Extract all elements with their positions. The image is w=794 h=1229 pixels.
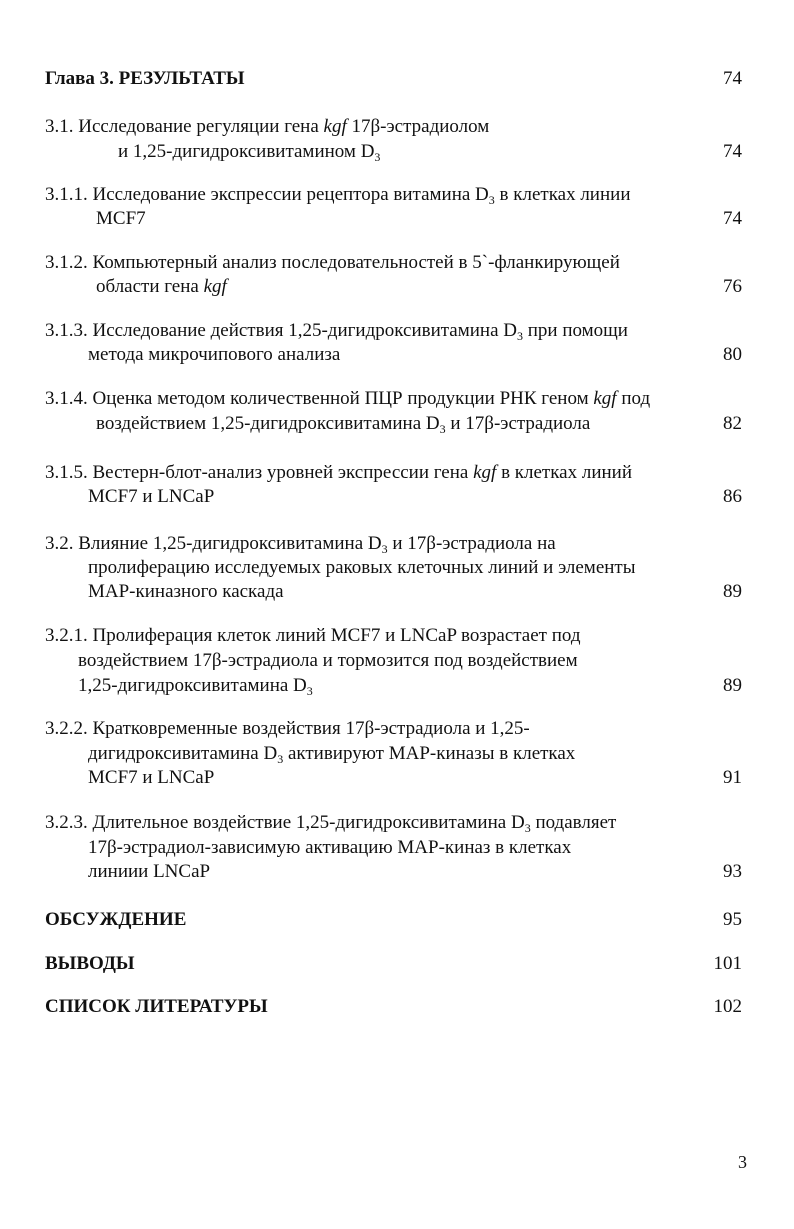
toc-entry-3-1-5-line2: MCF7 и LNCaP: [88, 486, 215, 507]
toc-entry-3-1-page: 74: [723, 141, 742, 162]
toc-entry-3-1-line1: 3.1. Исследование регуляции гена kgf 17β-эстрадиолом: [45, 116, 490, 137]
toc-entry-3-1-4-line2: воздействием 1,25-дигидроксивитамина $D_3$ и 17β-эстрадиола: [96, 413, 591, 436]
toc-entry-3-2-1-line1: 3.2.1. Пролиферация клеток линий MCF7 и LNCaP возрастает под: [45, 625, 581, 646]
toc-conclusions-title: ВЫВОДЫ: [45, 953, 135, 974]
toc-entry-3-1-line2: и 1,25-дигидроксивитамином $D_3$: [118, 141, 381, 164]
toc-entry-3-1-3-line1: 3.1.3. Исследование действия 1,25-дигидроксивитамина $D_3$ при помощи: [45, 320, 628, 343]
toc-entry-3-1-2-line1: 3.1.2. Компьютерный анализ последовательностей в 5`-фланкирующей: [45, 252, 620, 273]
toc-entry-3-2-3-page: 93: [723, 861, 742, 882]
toc-discussion-title: ОБСУЖДЕНИЕ: [45, 909, 187, 930]
toc-entry-3-1-1-line2: MCF7: [96, 208, 146, 229]
toc-entry-3-2-2-line2: дигидроксивитамина $D_3$ активируют МАР-киназы в клетках: [88, 743, 576, 766]
toc-entry-3-1-2-line2: области гена kgf: [96, 276, 227, 297]
toc-entry-3-2-3-line2: 17β-эстрадиол-зависимую активацию МАР-киназ в клетках: [88, 837, 572, 858]
toc-entry-3-2-3-line3: линиии LNCaP: [88, 861, 211, 882]
toc-entry-3-2-2-line3: MCF7 и LNCaP: [88, 767, 215, 788]
toc-entry-3-1-4-page: 82: [723, 413, 742, 434]
toc-entry-3-1-5-line1: 3.1.5. Вестерн-блот-анализ уровней экспрессии гена kgf в клетках линий: [45, 462, 633, 483]
toc-entry-3-2-line2: пролиферацию исследуемых раковых клеточных линий и элементы: [88, 557, 636, 578]
toc-entry-3-1-3-page: 80: [723, 344, 742, 365]
toc-entry-3-2-line3: МАР-киназного каскада: [88, 581, 284, 602]
toc-chapter-3-page: 74: [723, 68, 742, 89]
toc-entry-3-2-1-line2: воздействием 17β-эстрадиола и тормозится под воздействием: [78, 650, 578, 671]
toc-entry-3-2-1-page: 89: [723, 675, 742, 696]
toc-entry-3-1-5-page: 86: [723, 486, 742, 507]
toc-references-title: СПИСОК ЛИТЕРАТУРЫ: [45, 996, 268, 1017]
toc-entry-3-2-page: 89: [723, 581, 742, 602]
page-number: 3: [738, 1152, 747, 1172]
toc-discussion-page: 95: [723, 909, 742, 930]
toc-entry-3-2-2-page: 91: [723, 767, 742, 788]
toc-entry-3-1-1-page: 74: [723, 208, 742, 229]
toc-entry-3-2-2-line1: 3.2.2. Кратковременные воздействия 17β-эстрадиола и 1,25-: [45, 718, 530, 739]
toc-chapter-3-title: Глава 3. РЕЗУЛЬТАТЫ: [45, 68, 245, 89]
toc-entry-3-1-2-page: 76: [723, 276, 742, 297]
toc-entry-3-1-3-line2: метода микрочипового анализа: [88, 344, 341, 365]
toc-entry-3-2-1-line3: 1,25-дигидроксивитамина $D_3$: [78, 675, 313, 698]
toc-entry-3-1-1-line1: 3.1.1. Исследование экспрессии рецептора витамина $D_3$ в клетках линии: [45, 184, 631, 207]
toc-entry-3-2-3-line1: 3.2.3. Длительное воздействие 1,25-дигидроксивитамина $D_3$ подавляет: [45, 812, 617, 835]
toc-entry-3-2-line1: 3.2. Влияние 1,25-дигидроксивитамина $D_3$ и 17β-эстрадиола на: [45, 533, 556, 556]
toc-entry-3-1-4-line1: 3.1.4. Оценка методом количественной ПЦР продукции РНК геном kgf под: [45, 388, 651, 409]
toc-references-page: 102: [713, 996, 742, 1017]
toc-conclusions-page: 101: [713, 953, 742, 974]
